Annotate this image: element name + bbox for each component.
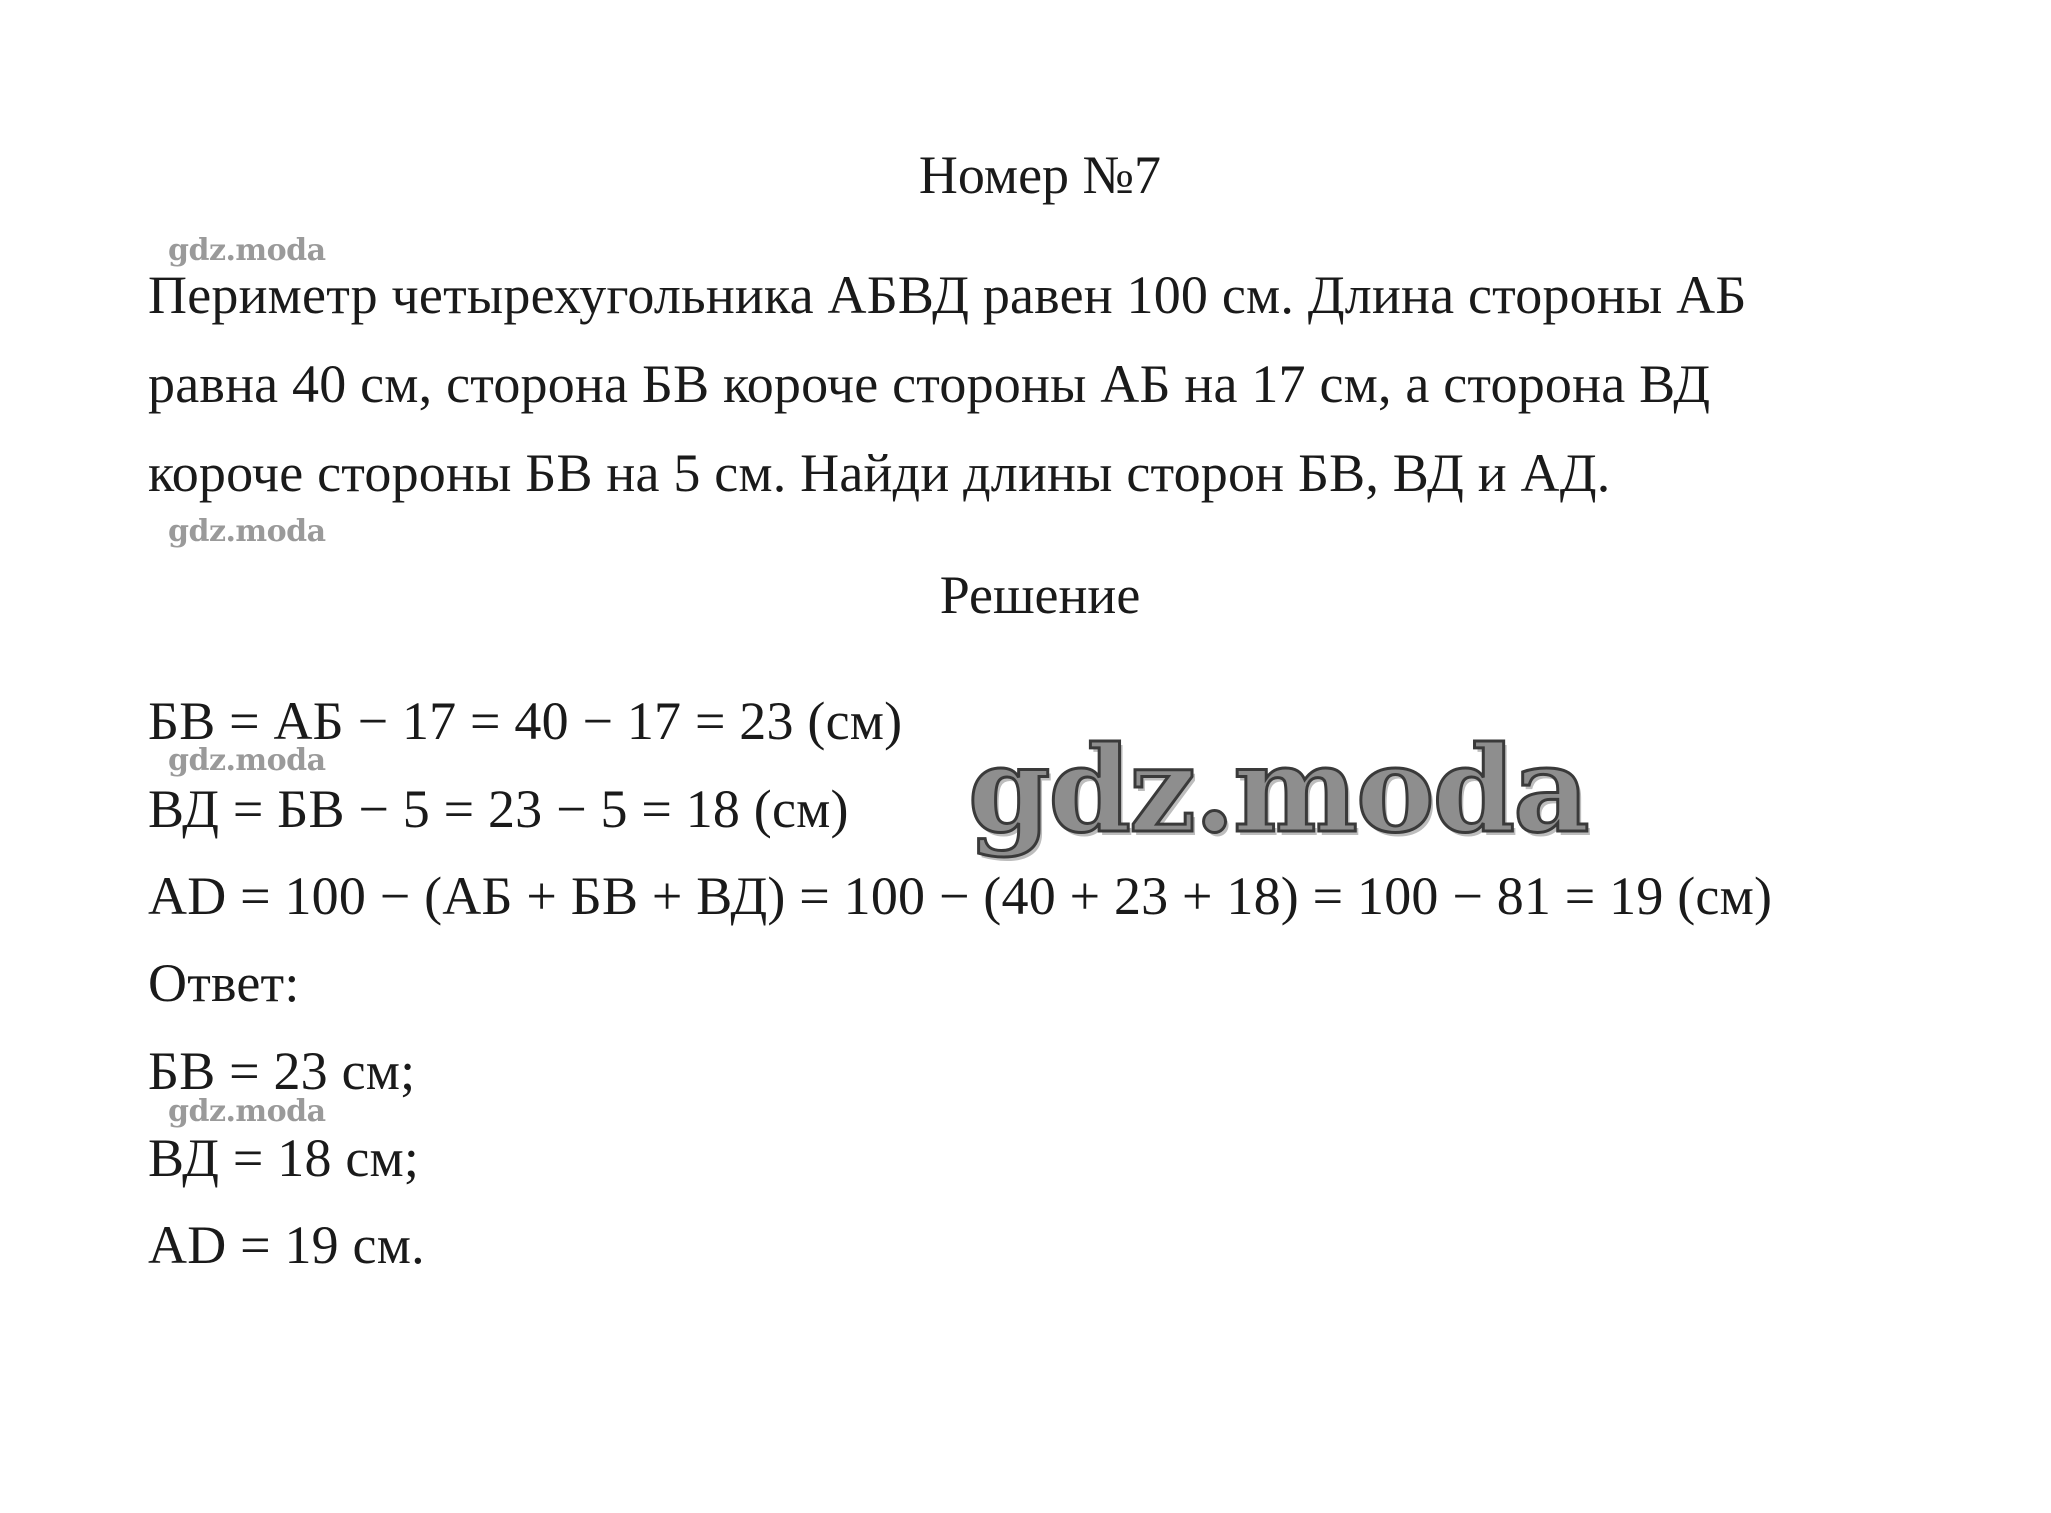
- solution-heading: Решение: [939, 565, 1141, 625]
- answer-line-3: AD = 19 см.: [148, 1215, 425, 1275]
- problem-line-2: равна 40 см, сторона БВ короче стороны АБ на 17 см, а сторона ВД: [148, 354, 1711, 414]
- solution-line-2: ВД = БВ − 5 = 23 − 5 = 18 (см): [148, 779, 849, 839]
- problem-line-3: короче стороны БВ на 5 см. Найди длины сторон БВ, ВД и АД.: [148, 443, 1611, 503]
- solution-line-3: AD = 100 − (АБ + БВ + ВД) = 100 − (40 + 23 + 18) = 100 − 81 = 19 (см): [148, 866, 1773, 926]
- watermark-small: gdz.moda: [168, 743, 326, 778]
- answer-label: Ответ:: [148, 953, 300, 1013]
- problem-line-1: Периметр четырехугольника АБВД равен 100 см. Длина стороны АБ: [148, 265, 1747, 325]
- watermark-small: gdz.moda: [168, 1094, 326, 1129]
- answer-line-1: БВ = 23 см;: [148, 1041, 416, 1101]
- watermark-large: gdz.moda: [968, 720, 1588, 859]
- watermark-small: gdz.moda: [168, 233, 326, 268]
- watermark-small: gdz.moda: [168, 514, 326, 549]
- page-title: Номер №7: [918, 145, 1162, 205]
- answer-line-2: ВД = 18 см;: [148, 1128, 420, 1188]
- solution-line-1: БВ = АБ − 17 = 40 − 17 = 23 (см): [148, 691, 903, 751]
